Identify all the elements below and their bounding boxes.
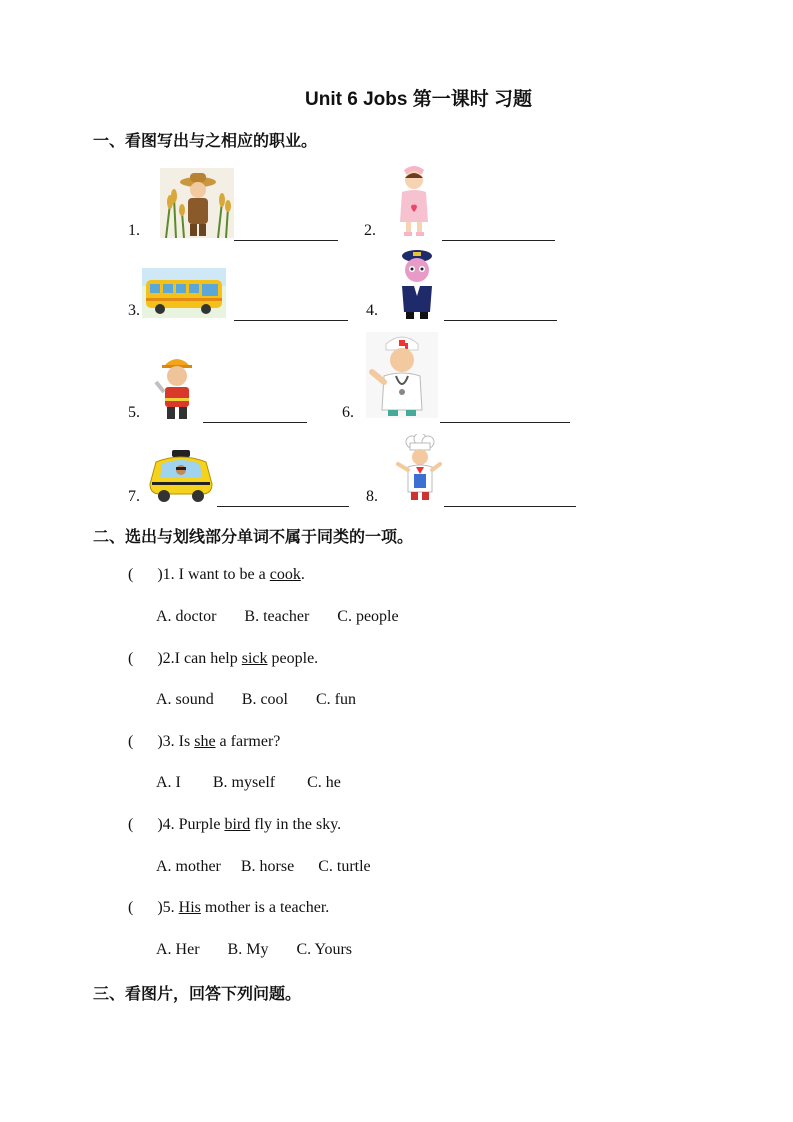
answer-blank-8[interactable] (444, 506, 576, 507)
farmer-icon (160, 168, 234, 238)
answer-blank-1[interactable] (234, 240, 338, 241)
answer-blank-5[interactable] (203, 422, 307, 423)
item-2-number: 2. (364, 222, 376, 239)
item-6-number: 6. (342, 404, 354, 421)
answer-blank-4[interactable] (444, 320, 557, 321)
item-8-number: 8. (366, 488, 378, 505)
question-3-options: A. I B. myself C. he (156, 774, 341, 791)
question-4-suffix: fly in the sky. (250, 816, 342, 833)
nurse-icon (392, 160, 436, 238)
question-4 (128, 816, 341, 834)
question-1 (128, 566, 305, 584)
doctor-icon (366, 332, 438, 418)
answer-blank-3[interactable] (234, 320, 348, 321)
question-2 (128, 650, 318, 668)
question-1-suffix: . (300, 566, 305, 583)
answer-blank-7[interactable] (217, 506, 349, 507)
question-4-options: A. mother B. horse C. turtle (156, 858, 371, 875)
item-1-number: 1. (128, 222, 140, 239)
question-5 (128, 899, 329, 917)
question-5-prefix: ( )5. (128, 899, 179, 916)
section-1-heading: 一、看图写出与之相应的职业。 (93, 131, 318, 150)
question-1-options: A. doctor B. teacher C. people (156, 608, 399, 625)
taxi-icon (146, 448, 216, 504)
question-4-prefix: ( )4. Purple (128, 816, 225, 833)
question-2-suffix: people. (267, 650, 319, 667)
question-4-underlined-word: bird (224, 816, 251, 833)
question-3-underlined-word: she (194, 733, 216, 750)
question-1-underlined-word: cook (269, 566, 301, 583)
worker-icon (152, 352, 202, 420)
cook-icon (396, 434, 442, 502)
bus-icon (142, 268, 226, 318)
answer-blank-6[interactable] (440, 422, 570, 423)
question-3-prefix: ( )3. Is (128, 733, 195, 750)
section-2-heading: 二、选出与划线部分单词不属于同类的一项。 (93, 527, 414, 546)
question-1-prefix: ( )1. I want to be a (128, 566, 270, 583)
page-title: Unit 6 Jobs 第一课时 习题 (305, 89, 532, 110)
question-2-options: A. sound B. cool C. fun (156, 691, 356, 708)
question-3-suffix: a farmer? (215, 733, 281, 750)
question-5-options: A. Her B. My C. Yours (156, 941, 353, 958)
question-3 (128, 733, 280, 751)
answer-blank-2[interactable] (442, 240, 555, 241)
question-5-suffix: mother is a teacher. (200, 899, 330, 916)
item-5-number: 5. (128, 404, 140, 421)
police-officer-icon (396, 248, 438, 320)
item-4-number: 4. (366, 302, 378, 319)
question-5-underlined-word: His (178, 899, 201, 916)
question-2-prefix: ( )2.I can help (128, 650, 242, 667)
question-2-underlined-word: sick (241, 650, 268, 667)
section-3-heading: 三、看图片，回答下列问题。 (93, 984, 302, 1003)
item-7-number: 7. (128, 488, 140, 505)
item-3-number: 3. (128, 302, 140, 319)
